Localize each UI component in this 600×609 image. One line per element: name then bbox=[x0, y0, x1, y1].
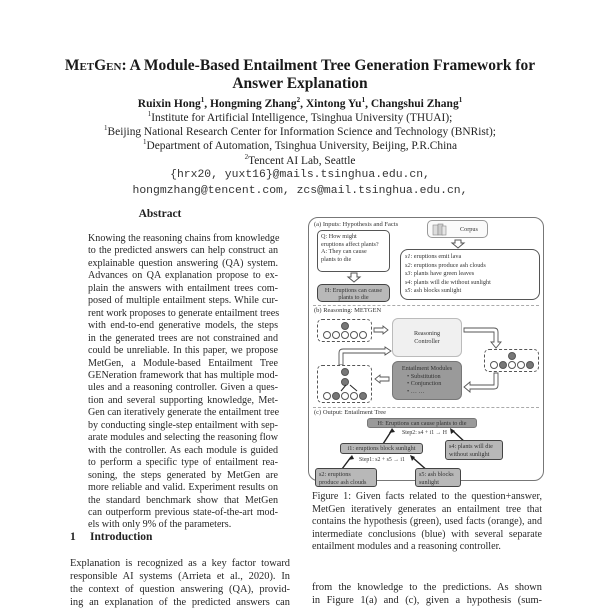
tree-root-hypothesis: H: Eruptions can cause plants to die bbox=[367, 418, 477, 428]
abstract-line: the standard benchmark show that MetGen bbox=[88, 494, 278, 506]
abstract-line: els with only 9% of the parameters. bbox=[88, 519, 232, 531]
email-line: hongmzhang@tencent.com, zcs@mail.tsinghua.edu.cn, bbox=[132, 184, 468, 197]
abstract-line: to perform a specific type of entailment rea- bbox=[88, 457, 278, 469]
panel-a-label: (a) Inputs: Hypothesis and Facts bbox=[314, 221, 399, 228]
caption-line: MetGen iteratively generates an entailment tree that bbox=[312, 503, 542, 515]
body-line: in Figure 1(a) and (c), given a hypothesis (sum- bbox=[312, 595, 542, 606]
intro-line: responsible AI systems (Arrieta et al., 2020). In bbox=[70, 571, 290, 582]
section-title: Introduction bbox=[90, 531, 153, 543]
section-number: 1 bbox=[70, 531, 76, 543]
affiliation: $^1$Institute for Artificial Intelligence, Tsinghua University (THUAI); bbox=[147, 110, 453, 124]
modules-title: Entailment Modules bbox=[401, 365, 453, 372]
caption-line: Figure 1: Given facts related to the question+answer, bbox=[312, 491, 542, 502]
email-line: {hrx20, yuxt16}@mails.tsinghua.edu.cn, bbox=[170, 169, 430, 181]
module-item: • Substitution bbox=[407, 372, 441, 380]
abstract-line: to the predicted answers can help construct an bbox=[88, 245, 278, 257]
figure-1 bbox=[308, 217, 544, 486]
caption-line: contains the hypothesis (green), used facts (orange), and bbox=[312, 516, 542, 527]
tree-leaf-s4: s4: plants will die without sunlight bbox=[445, 440, 503, 460]
question-answer-box: Q: How might eruptions affect plants? A: They can cause plants to die bbox=[317, 230, 390, 272]
hypothesis-box: H: Eruptions can cause plants to die bbox=[317, 284, 390, 302]
module-item: • Conjunction bbox=[407, 380, 442, 388]
section-heading-introduction bbox=[70, 531, 152, 543]
fact-item: s3: plants have green leaves bbox=[405, 270, 475, 278]
abstract-body bbox=[88, 233, 278, 532]
body-line: from the knowledge to the predictions. As shown bbox=[312, 582, 542, 593]
title-line-2: Answer Explanation bbox=[232, 75, 368, 92]
fact-item: s4: plants will die without sunlight bbox=[405, 278, 491, 286]
author-name: Ruixin Hong bbox=[137, 98, 201, 110]
paper-title bbox=[40, 57, 560, 93]
tree-leaf-s5: s5: ash blocks sunlight bbox=[415, 468, 461, 487]
abstract-line: MetGen, a Module-based Entailment Tree bbox=[88, 357, 278, 369]
abstract-line: could be unreliable. In this paper, we propose bbox=[88, 345, 278, 357]
abstract-line: GENeration framework that has multiple mod- bbox=[88, 369, 278, 381]
caption-line: intermediate conclusions (blue) with several separate bbox=[312, 528, 542, 540]
abstract-line: arate modules and selecting the reasoning flow bbox=[88, 432, 278, 444]
step1-label: Step1: s2 + s5 → i1 bbox=[359, 457, 405, 463]
abstract-line: can outperform previous state-of-the-art mod- bbox=[88, 506, 278, 518]
title-system-name: MetGen bbox=[64, 57, 122, 74]
abstract-line: tion and several supporting knowledge, Met- bbox=[88, 394, 278, 406]
affiliation: $^1$Department of Automation, Tsinghua University, Beijing, P.R.China bbox=[142, 138, 458, 153]
author-name: Changshui Zhang bbox=[370, 98, 459, 110]
corpus-label: Corpus bbox=[460, 226, 478, 233]
figure-1-caption bbox=[312, 491, 542, 554]
fact-item: s2: eruptions produce ash clouds bbox=[405, 261, 486, 269]
author-name: Xintong Yu bbox=[305, 98, 362, 110]
abstract-line: with the controller. As each module is guided bbox=[88, 444, 278, 456]
fact-item: s5: ash blocks sunlight bbox=[405, 287, 462, 295]
abstract-line: rent work proposes to generate entailment trees bbox=[88, 307, 280, 319]
caption-line: entailment modules and a reasoning controller. bbox=[312, 541, 501, 552]
abstract-line: in the generated trees are not constrained and bbox=[88, 332, 278, 344]
intro-line: ing an explanation of the predicted answers can bbox=[70, 597, 290, 608]
fact-item: s1: eruptions emit lava bbox=[405, 253, 462, 260]
abstract-line: plain the answers with entailment trees com- bbox=[88, 282, 278, 294]
abstract-line: by conducting single-step entailment with sep- bbox=[88, 419, 278, 431]
panel-c-label: (c) Output: Entailment Tree bbox=[314, 409, 387, 416]
affiliations bbox=[30, 111, 570, 168]
abstract-line: ules and a reasoning controller. Given a ques- bbox=[88, 382, 278, 394]
introduction-body bbox=[70, 557, 290, 609]
tree-leaf-s2: s2: eruptions produce ash clouds bbox=[315, 468, 377, 487]
abstract-line: Gen can iteratively generate the entailment tree bbox=[88, 407, 280, 419]
author-list: Ruixin Hong$^1$, Hongming Zhang$^2$, Xintong Yu$^1$, Changshui Zhang$^1$ bbox=[137, 96, 463, 110]
tree-intermediate-node: i1: eruptions block sunlight bbox=[340, 443, 423, 454]
abstract-line: more reliable and valid. Experiment results on bbox=[88, 482, 278, 494]
abstract-line: Advances on QA explanation propose to ex- bbox=[88, 270, 278, 282]
abstract-line: with end-to-end generative models, the steps bbox=[88, 320, 278, 332]
author-name: Hongming Zhang bbox=[209, 98, 297, 110]
abstract-line: posed of multiple entailment steps. While cur- bbox=[88, 295, 278, 307]
affiliation: $^2$Tencent AI Lab, Seattle bbox=[244, 152, 356, 167]
reasoning-controller-box: Reasoning Controller bbox=[392, 318, 462, 357]
abstract-line: soning, the steps generated by MetGen are bbox=[88, 469, 278, 481]
abstract-heading: Abstract bbox=[138, 208, 182, 220]
intro-line: Explanation is recognized as a key factor toward bbox=[70, 558, 290, 569]
step2-label: Step2: s4 + i1 → H bbox=[402, 430, 447, 436]
author-emails bbox=[30, 168, 570, 199]
abstract-line: Knowing the reasoning chains from knowledge bbox=[88, 233, 280, 244]
panel-b-label: (b) Reasoning: METGEN bbox=[314, 307, 382, 314]
module-item: • … … bbox=[407, 387, 425, 395]
intro-line: the context of question answering (QA), provid- bbox=[70, 584, 290, 595]
affiliation: $^1$Beijing National Research Center for Information Science and Technology (BNRist); bbox=[104, 124, 496, 139]
abstract-line: explainable question answering (QA) system. bbox=[88, 257, 278, 269]
title-line-1: : A Module-Based Entailment Tree Generation Framework for bbox=[121, 57, 536, 74]
right-column-body bbox=[312, 581, 542, 607]
